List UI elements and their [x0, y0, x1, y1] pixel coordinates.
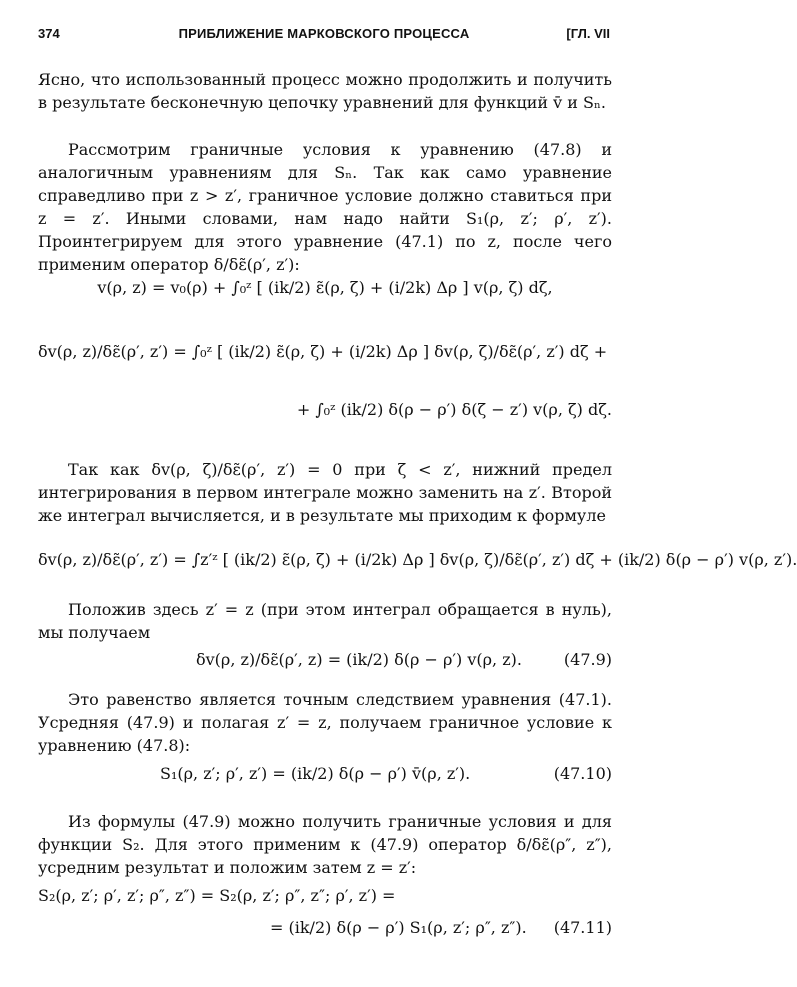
equation-47-9: δv(ρ, z)/δε̃(ρ′, z) = (ik/2) δ(ρ − ρ′) v(ρ, z).	[196, 650, 522, 669]
equation-variation-line2: + ∫₀ᶻ (ik/2) δ(ρ − ρ′) δ(ζ − z′) v(ρ, ζ) dζ.	[296, 400, 612, 419]
paragraph-2: Рассмотрим граничные условия к уравнению (47.8) и аналогичным уравнениям для Sₙ. Так как само уравнение справедливо при z > z′, граничное условие должно ставиться при z = z′. Иными словами, нам надо найти S₁(ρ, z′; ρ′, z′). Проинтегрируем для этого уравнение (47.1) по z, после чего применим оператор δ/δε̃(ρ′, z′):	[38, 140, 612, 274]
chapter-label: [ГЛ. VII	[566, 26, 610, 41]
paragraph-4: Положив здесь z′ = z (при этом интеграл обращается в нуль), мы получаем	[38, 600, 612, 642]
equation-47-10: S₁(ρ, z′; ρ′, z′) = (ik/2) δ(ρ − ρ′) v̄(ρ, z′).	[160, 764, 471, 783]
paragraph-1: Ясно, что использованный процесс можно продолжить и получить в результате бесконечную цепочку уравнений для функций v̄ и Sₙ.	[38, 70, 612, 112]
equation-47-11-line1: S₂(ρ, z′; ρ′, z′; ρ″, z″) = S₂(ρ, z′; ρ″, z″; ρ′, z′) =	[38, 886, 396, 905]
running-header	[38, 26, 610, 48]
paragraph-5: Это равенство является точным следствием уравнения (47.1). Усредняя (47.9) и полагая z′ = z, получаем граничное условие к уравнению (47.8):	[38, 690, 612, 755]
paragraph-3: Так как δv(ρ, ζ)/δε̃(ρ′, z′) = 0 при ζ < z′, нижний предел интегрирования в первом интеграле можно заменить на z′. Второй же интеграл вычисляется, и в результате мы приходим к формуле	[38, 460, 612, 525]
equation-integral-v: v(ρ, z) = v₀(ρ) + ∫₀ᶻ [ (ik/2) ε̃(ρ, ζ) + (i/2k) Δρ ] v(ρ, ζ) dζ,	[97, 278, 553, 297]
equation-number-47-10: (47.10)	[553, 764, 612, 783]
running-title: ПРИБЛИЖЕНИЕ МАРКОВСКОГО ПРОЦЕССА	[178, 26, 470, 41]
page-number: 374	[38, 26, 60, 41]
equation-47-11-line2: = (ik/2) δ(ρ − ρ′) S₁(ρ, z′; ρ″, z″).	[270, 918, 527, 937]
equation-variation-formula: δv(ρ, z)/δε̃(ρ′, z′) = ∫z′ᶻ [ (ik/2) ε̃(ρ, ζ) + (i/2k) Δρ ] δv(ρ, ζ)/δε̃(ρ′, z′) dζ + (ik/2) δ(ρ − ρ′) v(ρ, z′).	[38, 550, 797, 569]
equation-number-47-9: (47.9)	[563, 650, 612, 669]
paragraph-6: Из формулы (47.9) можно получить граничные условия и для функции S₂. Для этого применим к (47.9) оператор δ/δε̃(ρ″, z″), усредним результат и положим затем z = z′:	[38, 812, 612, 877]
equation-number-47-11: (47.11)	[553, 918, 612, 937]
equation-variation-line1: δv(ρ, z)/δε̃(ρ′, z′) = ∫₀ᶻ [ (ik/2) ε̃(ρ, ζ) + (i/2k) Δρ ] δv(ρ, ζ)/δε̃(ρ′, z′) dζ +	[38, 342, 608, 361]
